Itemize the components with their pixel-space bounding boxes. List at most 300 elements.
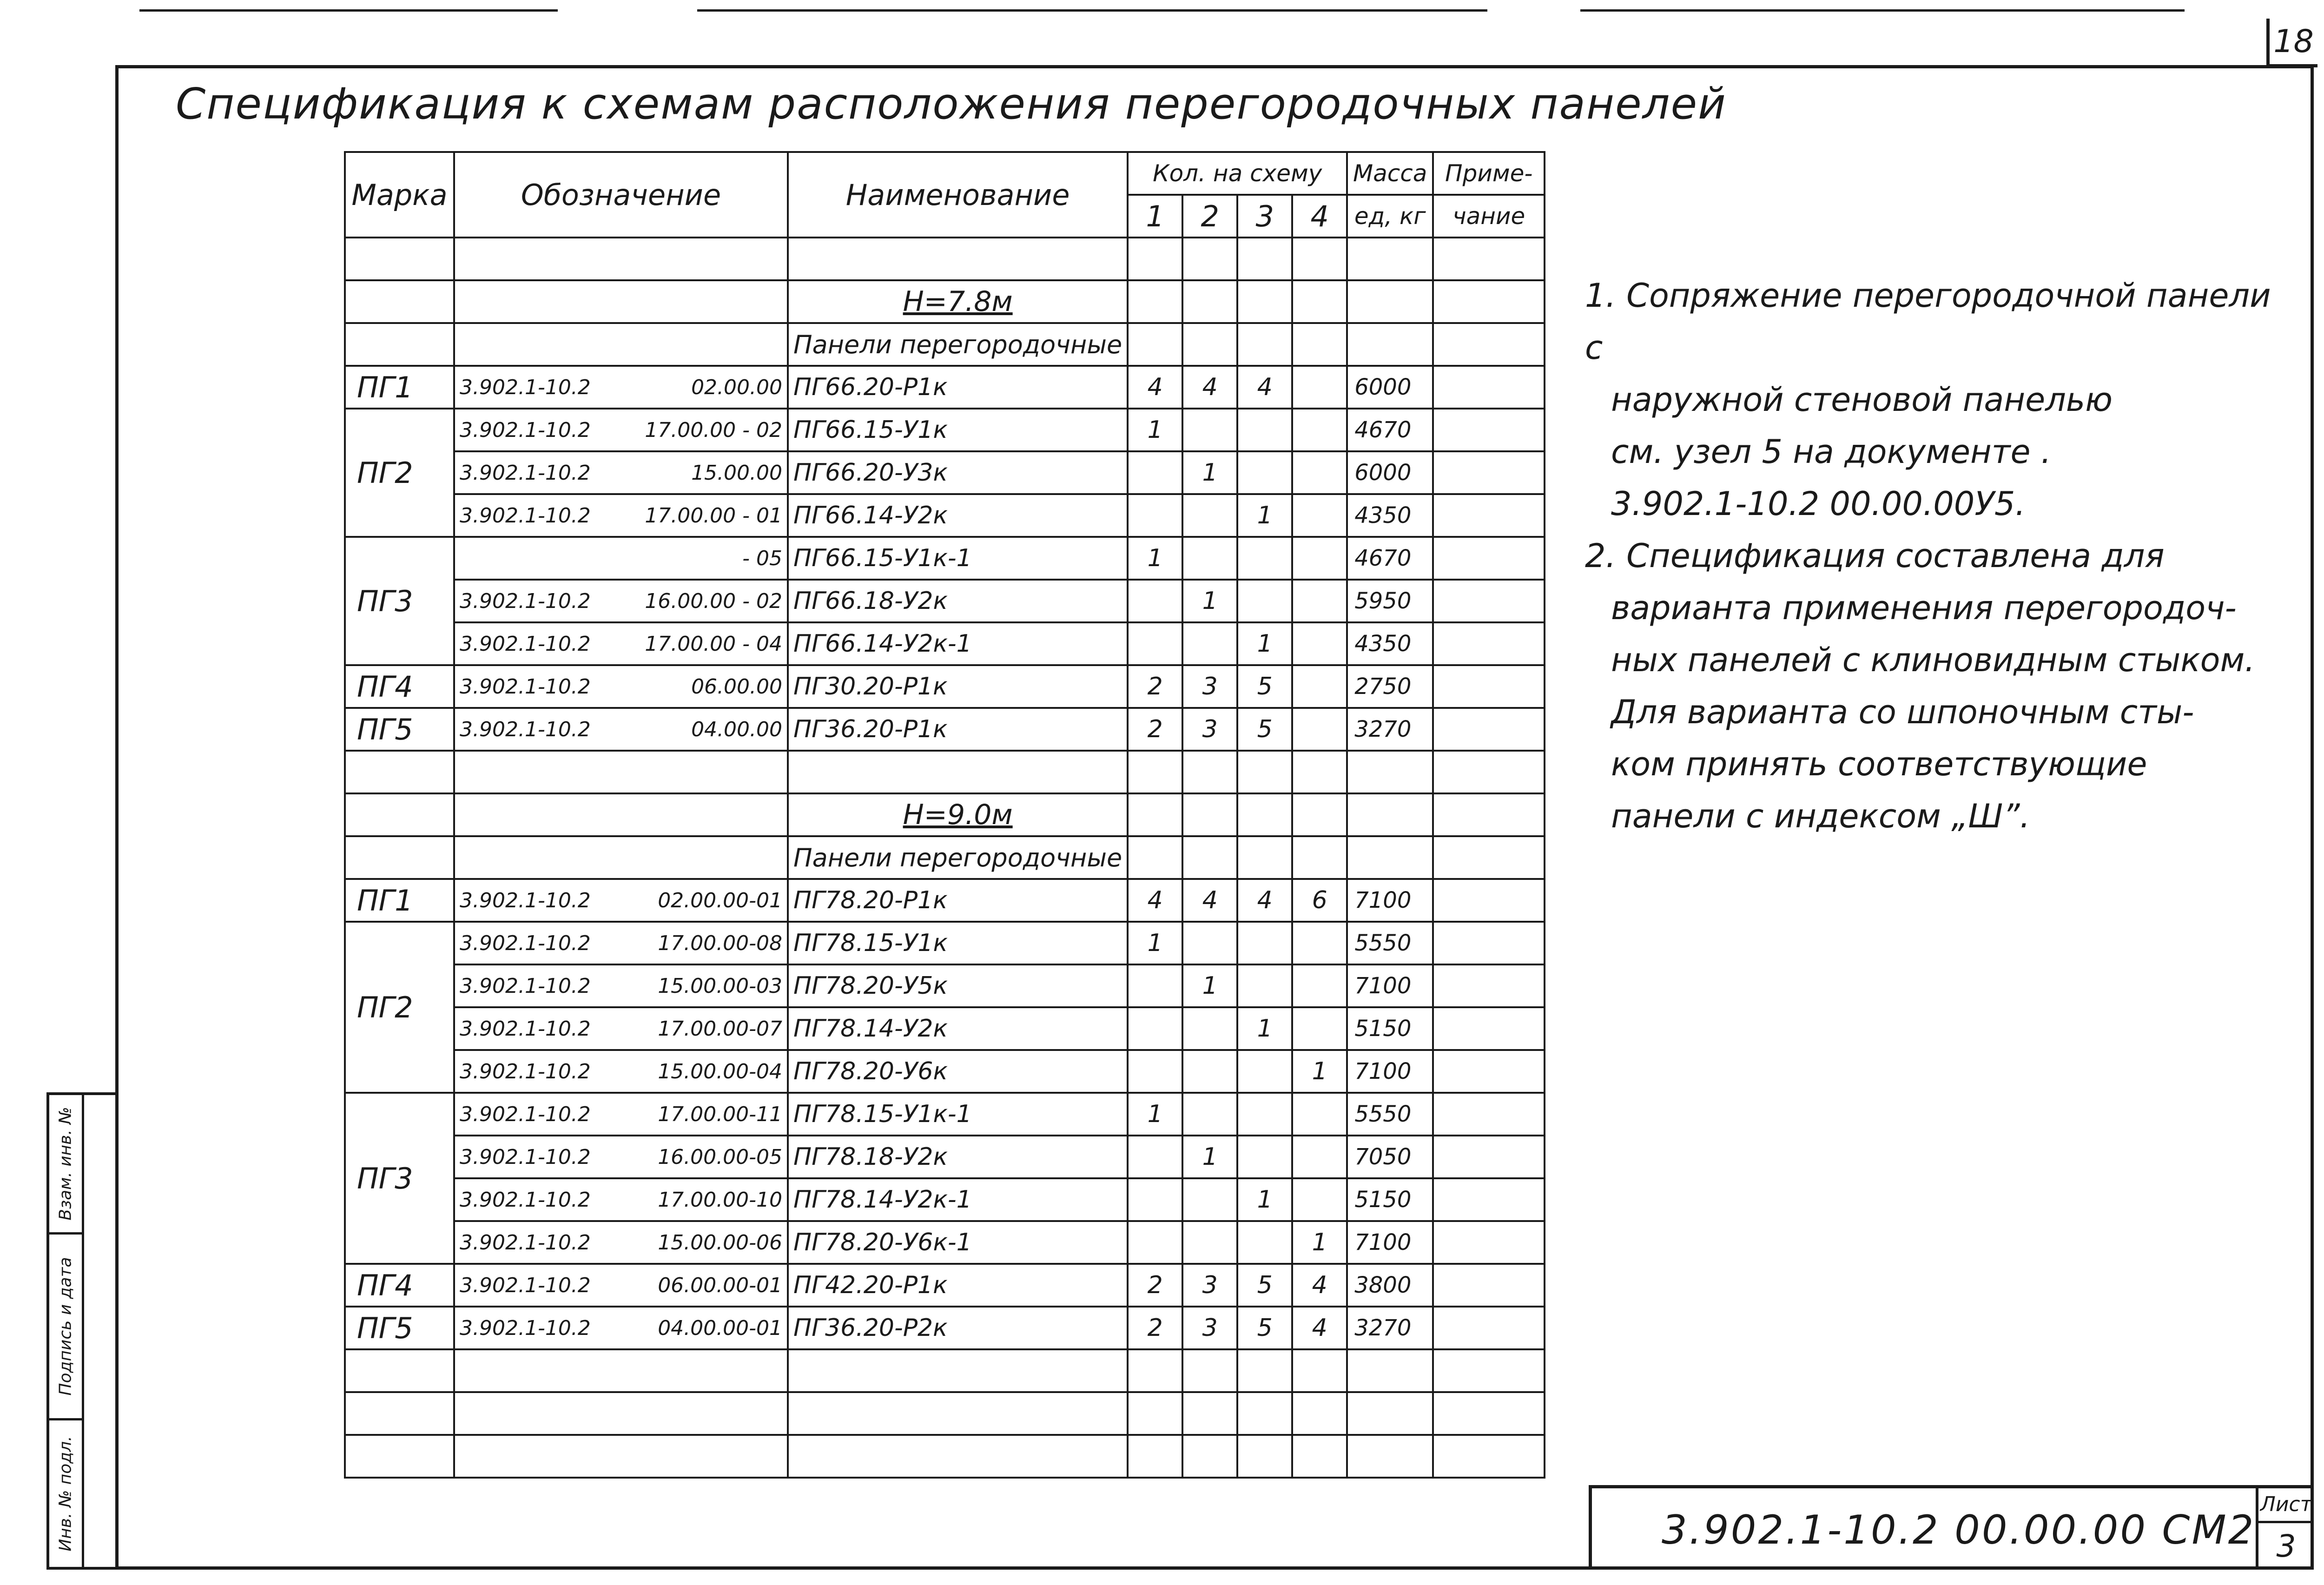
name-cell: ПГ66.14-У2к (788, 494, 1128, 537)
qty-1-cell (1128, 1007, 1182, 1050)
sheet-box (2256, 1488, 2314, 1570)
table-cell (1433, 1392, 1545, 1435)
table-cell (345, 280, 454, 323)
table-cell (788, 1435, 1128, 1478)
table-row (345, 1307, 1545, 1349)
qty-3-cell (1237, 580, 1292, 622)
mass-cell: 4670 (1347, 409, 1433, 451)
qty-1-cell: 2 (1128, 1264, 1182, 1307)
designation-code: 15.00.00-06 (658, 1230, 782, 1255)
qty-4-cell (1292, 708, 1347, 751)
qty-1-cell: 2 (1128, 665, 1182, 708)
qty-3-cell: 1 (1237, 494, 1292, 537)
mark-cell: ПГ5 (345, 1307, 454, 1349)
designation-doc: 3.902.1-10.2 (460, 974, 591, 998)
table-cell (1128, 1392, 1182, 1435)
designation-cell (454, 451, 788, 494)
header-qty-group: Кол. на схему (1128, 152, 1347, 195)
table-cell (1237, 793, 1292, 836)
table-cell (454, 1435, 788, 1478)
table-row (345, 964, 1545, 1007)
spacer-row (345, 751, 1545, 793)
qty-3-cell: 4 (1237, 879, 1292, 922)
designation-doc: 3.902.1-10.2 (460, 1059, 591, 1083)
note-text: ных панелей с клиновидным стыком. (1611, 641, 2255, 679)
qty-4-cell (1292, 1178, 1347, 1221)
designation-doc: 3.902.1-10.2 (460, 632, 591, 656)
table-cell (1237, 1435, 1292, 1478)
table-cell (1433, 1435, 1545, 1478)
table-cell (345, 751, 454, 793)
mass-cell: 7100 (1347, 1221, 1433, 1264)
name-cell: ПГ78.20-У5к (788, 964, 1128, 1007)
note-text: Для варианта со шпоночным сты- (1611, 693, 2194, 731)
strip-cell-replace (49, 1095, 82, 1235)
table-cell (1292, 751, 1347, 793)
mass-cell: 3800 (1347, 1264, 1433, 1307)
table-row (345, 1007, 1545, 1050)
side-stamp-strip (46, 1092, 115, 1570)
mass-cell: 4350 (1347, 494, 1433, 537)
qty-3-cell (1237, 451, 1292, 494)
designation-doc: 3.902.1-10.2 (460, 375, 591, 399)
designation-cell (454, 366, 788, 409)
table-row (345, 622, 1545, 665)
designation-cell (454, 622, 788, 665)
sheet-number: 18 (2266, 19, 2317, 67)
note-line (1585, 634, 2282, 686)
mass-cell: 5550 (1347, 1093, 1433, 1136)
designation-code: 15.00.00-04 (658, 1059, 782, 1083)
designation-wrap (460, 504, 782, 528)
qty-1-cell (1128, 622, 1182, 665)
note-cell (1433, 879, 1545, 922)
table-cell (1237, 836, 1292, 879)
table-cell (788, 751, 1128, 793)
mass-cell: 5150 (1347, 1178, 1433, 1221)
designation-code: 17.00.00 - 01 (645, 503, 782, 528)
mass-cell: 3270 (1347, 1307, 1433, 1349)
qty-1-cell (1128, 964, 1182, 1007)
designation-wrap (460, 418, 782, 442)
qty-2-cell: 3 (1182, 1264, 1237, 1307)
designation-doc: 3.902.1-10.2 (460, 418, 591, 442)
table-cell (1182, 280, 1237, 323)
designation-cell (454, 1007, 788, 1050)
name-cell: ПГ78.20-У6к-1 (788, 1221, 1128, 1264)
note-text: см. узел 5 на документе . (1611, 433, 2052, 471)
group-row (345, 836, 1545, 879)
spacer-row (345, 1435, 1545, 1478)
designation-cell (454, 1264, 788, 1307)
note-text: наружной стеновой панелью (1611, 381, 2113, 419)
table-row (345, 1264, 1545, 1307)
designation-wrap (460, 1274, 782, 1297)
designation-cell (454, 1050, 788, 1093)
designation-cell (454, 1178, 788, 1221)
qty-3-cell (1237, 1050, 1292, 1093)
qty-3-cell (1237, 537, 1292, 580)
mass-cell: 7100 (1347, 1050, 1433, 1093)
note-cell (1433, 665, 1545, 708)
qty-3-cell: 5 (1237, 1307, 1292, 1349)
designation-code: 04.00.00 (691, 717, 782, 741)
table-cell (1128, 323, 1182, 366)
qty-4-cell: 1 (1292, 1221, 1347, 1264)
mass-cell: 4670 (1347, 537, 1433, 580)
top-rule (1580, 9, 2185, 12)
header-designation: Обозначение (454, 152, 788, 238)
designation-doc: 3.902.1-10.2 (460, 1102, 591, 1126)
name-cell: ПГ78.20-У6к (788, 1050, 1128, 1093)
qty-2-cell: 1 (1182, 580, 1237, 622)
qty-1-cell: 1 (1128, 922, 1182, 964)
qty-2-cell: 1 (1182, 451, 1237, 494)
table-cell (1347, 1435, 1433, 1478)
designation-doc: 3.902.1-10.2 (460, 461, 591, 485)
table-cell (1347, 1392, 1433, 1435)
notes-block (1585, 270, 2282, 842)
qty-3-cell (1237, 964, 1292, 1007)
sheet-value: 3 (2276, 1528, 2296, 1564)
table-cell (454, 1392, 788, 1435)
qty-3-cell: 4 (1237, 366, 1292, 409)
table-cell (345, 793, 454, 836)
document-code: 3.902.1-10.2 00.00.00 СМ2 (1662, 1507, 2256, 1553)
designation-code: 17.00.00-10 (658, 1188, 782, 1212)
qty-3-cell (1237, 922, 1292, 964)
qty-3-cell: 5 (1237, 708, 1292, 751)
qty-2-cell: 1 (1182, 1136, 1237, 1178)
designation-doc: 3.902.1-10.2 (460, 1316, 591, 1340)
header-note: Приме- (1433, 152, 1545, 195)
table-row (345, 1093, 1545, 1136)
table-row (345, 366, 1545, 409)
qty-4-cell (1292, 1136, 1347, 1178)
qty-2-cell (1182, 409, 1237, 451)
designation-doc: 3.902.1-10.2 (460, 931, 591, 955)
name-cell: ПГ66.20-У3к (788, 451, 1128, 494)
designation-doc: 3.902.1-10.2 (460, 589, 591, 613)
table-cell (1347, 280, 1433, 323)
table-cell (1292, 1392, 1347, 1435)
table-cell (788, 238, 1128, 280)
note-cell (1433, 409, 1545, 451)
header-qty-col-1: 1 (1128, 195, 1182, 238)
table-cell (1182, 1392, 1237, 1435)
table-row (345, 537, 1545, 580)
note-cell (1433, 1307, 1545, 1349)
header-qty-col-2: 2 (1182, 195, 1237, 238)
designation-code: 06.00.00 (691, 674, 782, 699)
top-rule (139, 9, 558, 12)
qty-1-cell: 1 (1128, 409, 1182, 451)
spacer-row (345, 1349, 1545, 1392)
header-name: Наименование (788, 152, 1128, 238)
designation-doc: 3.902.1-10.2 (460, 888, 591, 912)
table-cell (1128, 793, 1182, 836)
mass-cell: 5150 (1347, 1007, 1433, 1050)
note-line (1585, 374, 2282, 426)
table-row (345, 665, 1545, 708)
designation-doc: 3.902.1-10.2 (460, 1188, 591, 1212)
designation-code: 15.00.00-03 (658, 974, 782, 998)
table-row (345, 879, 1545, 922)
note-text: панели с индексом „Ш”. (1611, 797, 2030, 835)
note-cell (1433, 1136, 1545, 1178)
qty-2-cell: 4 (1182, 366, 1237, 409)
mass-cell: 3270 (1347, 708, 1433, 751)
designation-wrap (460, 589, 782, 613)
designation-wrap (460, 718, 782, 741)
qty-2-cell (1182, 537, 1237, 580)
table-cell (345, 1349, 454, 1392)
designation-cell (454, 879, 788, 922)
designation-code: 17.00.00-11 (658, 1102, 782, 1126)
designation-cell (454, 494, 788, 537)
qty-2-cell (1182, 1178, 1237, 1221)
strip-label: Инв. № подл. (56, 1436, 75, 1552)
designation-wrap (460, 1188, 782, 1212)
note-number: 1. (1585, 277, 1616, 315)
name-cell: ПГ30.20-Р1к (788, 665, 1128, 708)
qty-2-cell (1182, 622, 1237, 665)
qty-3-cell: 1 (1237, 1007, 1292, 1050)
qty-3-cell: 5 (1237, 1264, 1292, 1307)
designation-cell (454, 1136, 788, 1178)
name-cell: ПГ42.20-Р1к (788, 1264, 1128, 1307)
strip-cell-inventory (49, 1420, 82, 1567)
table-cell (1182, 1435, 1237, 1478)
group-row (345, 323, 1545, 366)
header-qty-col-4: 4 (1292, 195, 1347, 238)
table-cell (1347, 238, 1433, 280)
note-cell (1433, 580, 1545, 622)
table-cell (1128, 1349, 1182, 1392)
qty-4-cell (1292, 409, 1347, 451)
designation-code: 17.00.00-08 (658, 931, 782, 955)
designation-wrap (460, 1103, 782, 1126)
qty-1-cell: 1 (1128, 1093, 1182, 1136)
table-cell (1347, 1349, 1433, 1392)
designation-cell (454, 537, 788, 580)
qty-3-cell (1237, 409, 1292, 451)
note-number: 2. (1585, 537, 1616, 575)
note-cell (1433, 922, 1545, 964)
qty-1-cell: 4 (1128, 366, 1182, 409)
table-cell (1237, 238, 1292, 280)
designation-wrap (460, 1145, 782, 1169)
mark-cell: ПГ4 (345, 665, 454, 708)
designation-doc: 3.902.1-10.2 (460, 674, 591, 699)
name-cell: ПГ66.15-У1к (788, 409, 1128, 451)
table-cell (1433, 793, 1545, 836)
designation-wrap (460, 675, 782, 699)
table-cell (1182, 323, 1237, 366)
table-cell (1433, 1349, 1545, 1392)
designation-wrap (460, 547, 782, 570)
mark-cell: ПГ1 (345, 366, 454, 409)
table-cell (1237, 323, 1292, 366)
mark-cell: ПГ4 (345, 1264, 454, 1307)
mark-cell: ПГ1 (345, 879, 454, 922)
designation-cell (454, 580, 788, 622)
designation-wrap (460, 376, 782, 399)
note-cell (1433, 1178, 1545, 1221)
mass-cell: 5950 (1347, 580, 1433, 622)
name-cell: ПГ78.14-У2к-1 (788, 1178, 1128, 1221)
qty-2-cell (1182, 1007, 1237, 1050)
name-cell: ПГ78.18-У2к (788, 1136, 1128, 1178)
designation-doc: 3.902.1-10.2 (460, 503, 591, 528)
mark-cell: ПГ3 (345, 537, 454, 665)
note-cell (1433, 708, 1545, 751)
table-cell (1433, 751, 1545, 793)
qty-3-cell: 5 (1237, 665, 1292, 708)
table-row (345, 1221, 1545, 1264)
table-row (345, 1178, 1545, 1221)
designation-code: 06.00.00-01 (658, 1273, 782, 1297)
table-cell (454, 751, 788, 793)
mass-cell: 7100 (1347, 879, 1433, 922)
designation-doc: 3.902.1-10.2 (460, 1273, 591, 1297)
designation-wrap (460, 1017, 782, 1041)
height-row (345, 793, 1545, 836)
note-text: 3.902.1-10.2 00.00.00У5. (1611, 485, 2026, 523)
qty-2-cell (1182, 1093, 1237, 1136)
strip-label: Подпись и дата (56, 1257, 75, 1396)
top-rule (697, 9, 1487, 12)
table-cell (345, 1435, 454, 1478)
qty-4-cell (1292, 922, 1347, 964)
mass-cell: 2750 (1347, 665, 1433, 708)
table-cell (454, 280, 788, 323)
qty-4-cell (1292, 451, 1347, 494)
header-mark: Марка (345, 152, 454, 238)
table-row (345, 1050, 1545, 1093)
designation-code: 17.00.00 - 02 (645, 418, 782, 442)
header-note-2: чание (1433, 195, 1545, 238)
designation-code: 15.00.00 (691, 461, 782, 485)
table-cell (1128, 751, 1182, 793)
table-cell (1237, 1392, 1292, 1435)
designation-wrap (460, 974, 782, 998)
note-cell (1433, 537, 1545, 580)
table-cell (1347, 793, 1433, 836)
name-cell: ПГ78.15-У1к-1 (788, 1093, 1128, 1136)
spacer-row (345, 238, 1545, 280)
table-cell (1292, 1435, 1347, 1478)
qty-4-cell (1292, 494, 1347, 537)
name-cell: ПГ36.20-Р2к (788, 1307, 1128, 1349)
specification-table (344, 151, 1545, 1479)
table-cell (1237, 280, 1292, 323)
note-cell (1433, 1221, 1545, 1264)
designation-cell (454, 922, 788, 964)
qty-2-cell: 1 (1182, 964, 1237, 1007)
qty-4-cell (1292, 665, 1347, 708)
height-label: Н=7.8м (788, 280, 1128, 323)
table-cell (1237, 1349, 1292, 1392)
mass-cell: 5550 (1347, 922, 1433, 964)
qty-1-cell: 2 (1128, 708, 1182, 751)
designation-cell (454, 1221, 788, 1264)
header-mass-unit: ед, кг (1347, 195, 1433, 238)
note-text: ком принять соответствующие (1611, 745, 2147, 783)
table-cell (345, 836, 454, 879)
qty-3-cell (1237, 1221, 1292, 1264)
table-cell (1182, 238, 1237, 280)
qty-1-cell (1128, 580, 1182, 622)
qty-3-cell (1237, 1093, 1292, 1136)
table-row (345, 580, 1545, 622)
qty-2-cell: 3 (1182, 665, 1237, 708)
table-cell (1347, 323, 1433, 366)
group-label: Панели перегородочные (788, 323, 1128, 366)
name-cell: ПГ66.15-У1к-1 (788, 537, 1128, 580)
mass-cell: 7100 (1347, 964, 1433, 1007)
qty-1-cell (1128, 494, 1182, 537)
designation-wrap (460, 632, 782, 656)
qty-3-cell: 1 (1237, 622, 1292, 665)
table-cell (454, 1349, 788, 1392)
qty-1-cell: 2 (1128, 1307, 1182, 1349)
qty-3-cell (1237, 1136, 1292, 1178)
note-line (1585, 270, 2282, 374)
qty-1-cell (1128, 1050, 1182, 1093)
note-line (1585, 582, 2282, 634)
sheet-label: Лист (2258, 1488, 2314, 1523)
table-cell (1292, 1349, 1347, 1392)
table-cell (454, 323, 788, 366)
qty-1-cell: 4 (1128, 879, 1182, 922)
qty-2-cell (1182, 1050, 1237, 1093)
table-cell (1128, 280, 1182, 323)
designation-code: 02.00.00 (691, 375, 782, 399)
table-row (345, 1136, 1545, 1178)
name-cell: ПГ78.15-У1к (788, 922, 1128, 964)
qty-2-cell: 3 (1182, 708, 1237, 751)
designation-cell (454, 1307, 788, 1349)
specification-title: Спецификация к схемам расположения перегородочных панелей (176, 79, 1727, 129)
designation-wrap (460, 889, 782, 912)
name-cell: ПГ66.18-У2к (788, 580, 1128, 622)
name-cell: ПГ78.14-У2к (788, 1007, 1128, 1050)
name-cell: ПГ66.14-У2к-1 (788, 622, 1128, 665)
table-cell (1128, 238, 1182, 280)
table-cell (1128, 836, 1182, 879)
table-cell (345, 238, 454, 280)
mark-cell: ПГ2 (345, 409, 454, 537)
qty-4-cell (1292, 964, 1347, 1007)
table-row (345, 451, 1545, 494)
designation-wrap (460, 1231, 782, 1255)
table-cell (454, 793, 788, 836)
qty-3-cell: 1 (1237, 1178, 1292, 1221)
spacer-row (345, 1392, 1545, 1435)
mark-cell: ПГ2 (345, 922, 454, 1093)
note-line (1585, 790, 2282, 842)
designation-code: - 05 (742, 546, 782, 570)
designation-cell (454, 409, 788, 451)
mark-cell: ПГ3 (345, 1093, 454, 1264)
designation-cell (454, 1093, 788, 1136)
note-line (1585, 530, 2282, 582)
qty-2-cell: 4 (1182, 879, 1237, 922)
header-qty-col-3: 3 (1237, 195, 1292, 238)
qty-4-cell: 4 (1292, 1307, 1347, 1349)
qty-2-cell (1182, 494, 1237, 537)
